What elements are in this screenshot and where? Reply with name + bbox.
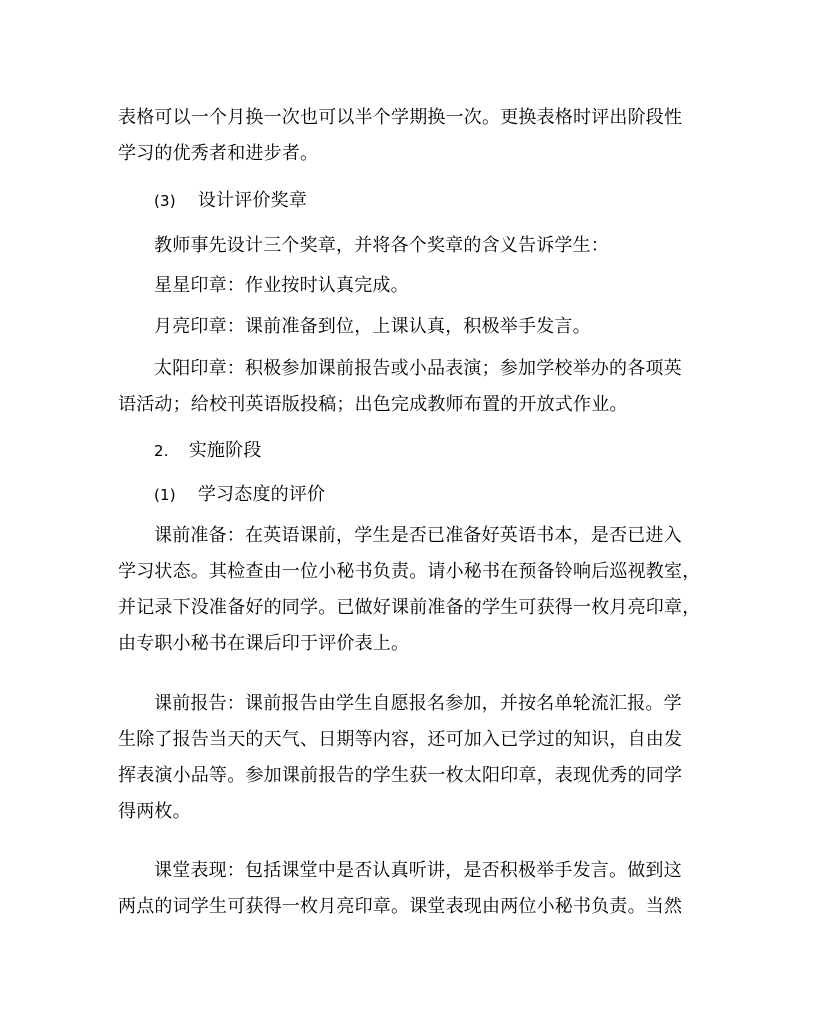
paragraph-sun-badge [118, 351, 700, 423]
text-line: 星星印章：作业按时认真完成。 [154, 275, 409, 296]
paragraph-classroom-performance [118, 853, 700, 925]
paragraph-badges-intro [118, 228, 736, 264]
text-line: 得两枚。 [118, 801, 191, 822]
text-line: 并记录下没准备好的同学。已做好课前准备的学生可获得一枚月亮印章， [118, 597, 701, 618]
heading-attitude-evaluation [118, 477, 736, 513]
text-line: 生除了报告当天的天气、日期等内容，还可加入已学过的知识，自由发 [118, 729, 683, 750]
heading-text: 设计评价奖章 [197, 190, 308, 211]
text-line: 语活动；给校刊英语版投稿；出色完成教师布置的开放式作业。 [118, 394, 628, 415]
text-line: 太阳印章：积极参加课前报告或小品表演；参加学校举办的各项英 [154, 358, 682, 379]
heading-number: (3) [154, 192, 176, 210]
heading-text: 学习态度的评价 [197, 484, 326, 505]
heading-number: (1) [154, 486, 176, 504]
heading-implementation-stage [118, 433, 736, 469]
paragraph-pre-class-preparation [118, 518, 700, 662]
text-line: 表格可以一个月换一次也可以半个学期换一次。更换表格时评出阶段性 [118, 107, 683, 128]
paragraph-moon-badge [118, 309, 736, 345]
paragraph-table-rotation [118, 100, 700, 172]
paragraph-pre-class-report [118, 686, 700, 830]
text-line: 两点的词学生可获得一枚月亮印章。课堂表现由两位小秘书负责。当然 [118, 896, 683, 917]
text-line: 教师事先设计三个奖章，并将各个奖章的含义告诉学生： [154, 235, 609, 256]
text-line: 由专职小秘书在课后印于评价表上。 [118, 633, 410, 654]
text-line: 课前报告：课前报告由学生自愿报名参加，并按名单轮流汇报。学 [154, 693, 682, 714]
heading-text: 实施阶段 [188, 440, 262, 461]
heading-number: 2. [154, 442, 169, 460]
heading-design-badges [118, 183, 736, 219]
text-line: 挥表演小品等。参加课前报告的学生获一枚太阳印章，表现优秀的同学 [118, 765, 683, 786]
text-line: 学习状态。其检查由一位小秘书负责。请小秘书在预备铃响后巡视教室， [118, 561, 701, 582]
text-line: 课前准备：在英语课前，学生是否已准备好英语书本，是否已进入 [154, 525, 682, 546]
text-line: 月亮印章：课前准备到位，上课认真，积极举手发言。 [154, 316, 591, 337]
text-line: 学习的优秀者和进步者。 [118, 143, 319, 164]
paragraph-star-badge [118, 268, 736, 304]
text-line: 课堂表现：包括课堂中是否认真听讲，是否积极举手发言。做到这 [154, 860, 682, 881]
